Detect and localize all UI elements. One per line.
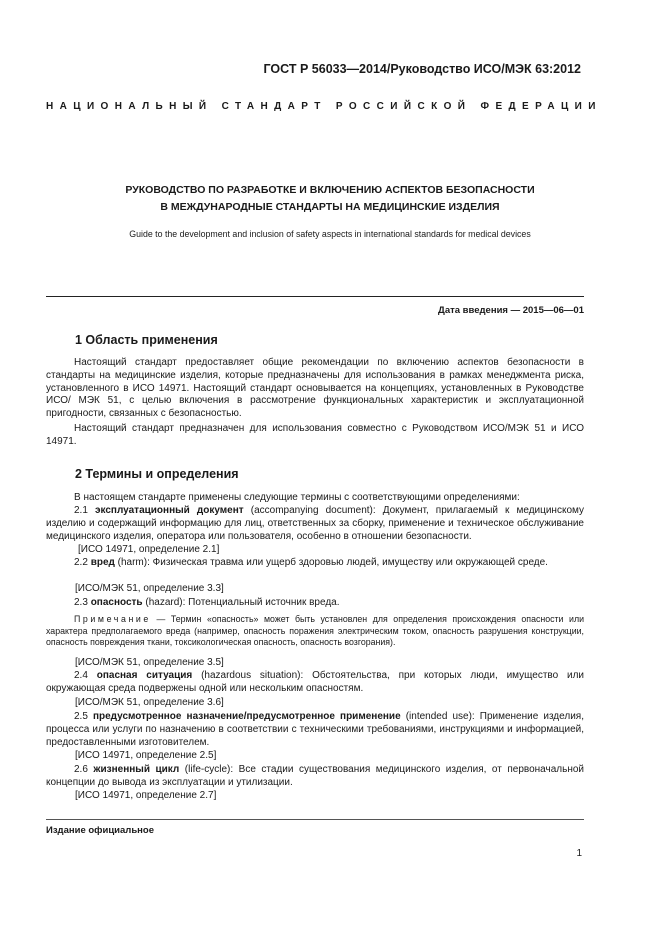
term-2-5-reference: [ИСО 14971, определение 2.5] bbox=[75, 750, 217, 761]
section-1-paragraph-2: Настоящий стандарт предназначен для использования совместно с Руководством ИСО/МЭК 51 и ИСО 14971. bbox=[46, 423, 584, 447]
term-2-2-reference: [ИСО/МЭК 51, определение 3.3] bbox=[75, 583, 224, 594]
term-number: 2.6 bbox=[74, 764, 94, 775]
term-2-3-reference: [ИСО/МЭК 51, определение 3.5] bbox=[75, 657, 224, 668]
term-2-6-reference: [ИСО 14971, определение 2.7] bbox=[75, 790, 217, 801]
term-name: опасная ситуация bbox=[96, 670, 193, 681]
term-name: эксплуатационный документ bbox=[94, 505, 244, 516]
title-line-2: В МЕЖДУНАРОДНЫЕ СТАНДАРТЫ НА МЕДИЦИНСКИЕ ИЗДЕЛИЯ bbox=[160, 201, 500, 213]
note-text: — Термин «опасность» может быть установлен для определения происхождения опасности или характера предполагаемого вреда (например, опасность поражения электрическим током, опасность разрушения конструкции, опасность повреждения ткани, токсикологическая опасность, опасность возгорания). bbox=[46, 614, 584, 647]
term-number: 2.1 bbox=[74, 505, 95, 516]
term-name: предусмотренное назначение/предусмотренное применение bbox=[92, 711, 401, 722]
section-1-heading: 1 Область применения bbox=[75, 333, 218, 347]
note-label: Примечание bbox=[74, 614, 151, 624]
official-edition-label: Издание официальное bbox=[46, 825, 154, 836]
term-definition: (harm): Физическая травма или ущерб здоровью людей, имуществу или окружающей среде. bbox=[114, 557, 548, 568]
footer-divider bbox=[46, 819, 584, 820]
term-2-3 bbox=[46, 597, 584, 610]
document-title bbox=[50, 182, 610, 216]
term-2-5 bbox=[46, 711, 584, 749]
term-name: опасность bbox=[90, 597, 143, 608]
term-definition: (life-cycle): Все стадии существования медицинского изделия, от первоначальной концепции до вывода из эксплуатации и утилизации. bbox=[46, 764, 584, 788]
term-number: 2.2 bbox=[74, 557, 91, 568]
national-standard-banner: НАЦИОНАЛЬНЫЙ СТАНДАРТ РОССИЙСКОЙ ФЕДЕРАЦИИ bbox=[46, 101, 602, 112]
term-number: 2.3 bbox=[74, 597, 91, 608]
term-2-6 bbox=[46, 764, 584, 790]
term-number: 2.5 bbox=[74, 711, 93, 722]
term-2-2 bbox=[46, 557, 584, 570]
term-2-3-note bbox=[46, 614, 584, 649]
term-2-4 bbox=[46, 670, 584, 696]
section-2-heading: 2 Термины и определения bbox=[75, 467, 239, 481]
term-definition: (hazardous situation): Обстоятельства, при которых люди, имущество или окружающая среда подвержены одной или нескольким опасностям. bbox=[46, 670, 584, 694]
page-number: 1 bbox=[576, 848, 582, 859]
term-number: 2.4 bbox=[74, 670, 97, 681]
term-definition: (hazard): Потенциальный источник вреда. bbox=[142, 597, 340, 608]
term-2-4-reference: [ИСО/МЭК 51, определение 3.6] bbox=[75, 697, 224, 708]
term-definition: (intended use): Применение изделия, процесса или услуги по назначению в соответствии с техническими требованиями, инструкциями и информацией, предоставленными изготовителем. bbox=[46, 711, 584, 748]
term-name: жизненный цикл bbox=[93, 764, 180, 775]
term-definition: (accompanying document): Документ, прилагаемый к медицинскому изделию и содержащий информацию для лиц, ответственных за сборку, применение и техническое обслуживание медицинского изделия, оператора или пользователя, особенно в отношении безопасности. bbox=[46, 505, 584, 542]
english-title: Guide to the development and inclusion of safety aspects in international standards for medical devices bbox=[129, 229, 531, 239]
introduction-date: Дата введения — 2015—06—01 bbox=[438, 305, 584, 316]
standard-id: ГОСТ Р 56033—2014/Руководство ИСО/МЭК 63:2012 bbox=[263, 62, 581, 76]
section-1-paragraph-1: Настоящий стандарт предоставляет общие рекомендации по включению аспектов безопасности в стандарты на медицинские изделия, которые предназначены для использования в рамках менеджмента риска, установленного в ИСО 14971. Настоящий стандарт основывается на концепциях, установленных в Руководстве ИСО/ МЭК 51, с целью включения в рассмотрение функциональных характеристик и эксплуатационной пригодности, связанных с безопасностью. bbox=[46, 357, 584, 420]
title-divider bbox=[46, 296, 584, 297]
term-2-1-reference: [ИСО 14971, определение 2.1] bbox=[78, 544, 220, 555]
term-2-1 bbox=[46, 505, 584, 543]
terms-intro: В настоящем стандарте применены следующие термины с соответствующими определениями: bbox=[74, 492, 520, 503]
term-name: вред bbox=[90, 557, 115, 568]
title-line-1: РУКОВОДСТВО ПО РАЗРАБОТКЕ И ВКЛЮЧЕНИЮ АСПЕКТОВ БЕЗОПАСНОСТИ bbox=[125, 184, 535, 196]
